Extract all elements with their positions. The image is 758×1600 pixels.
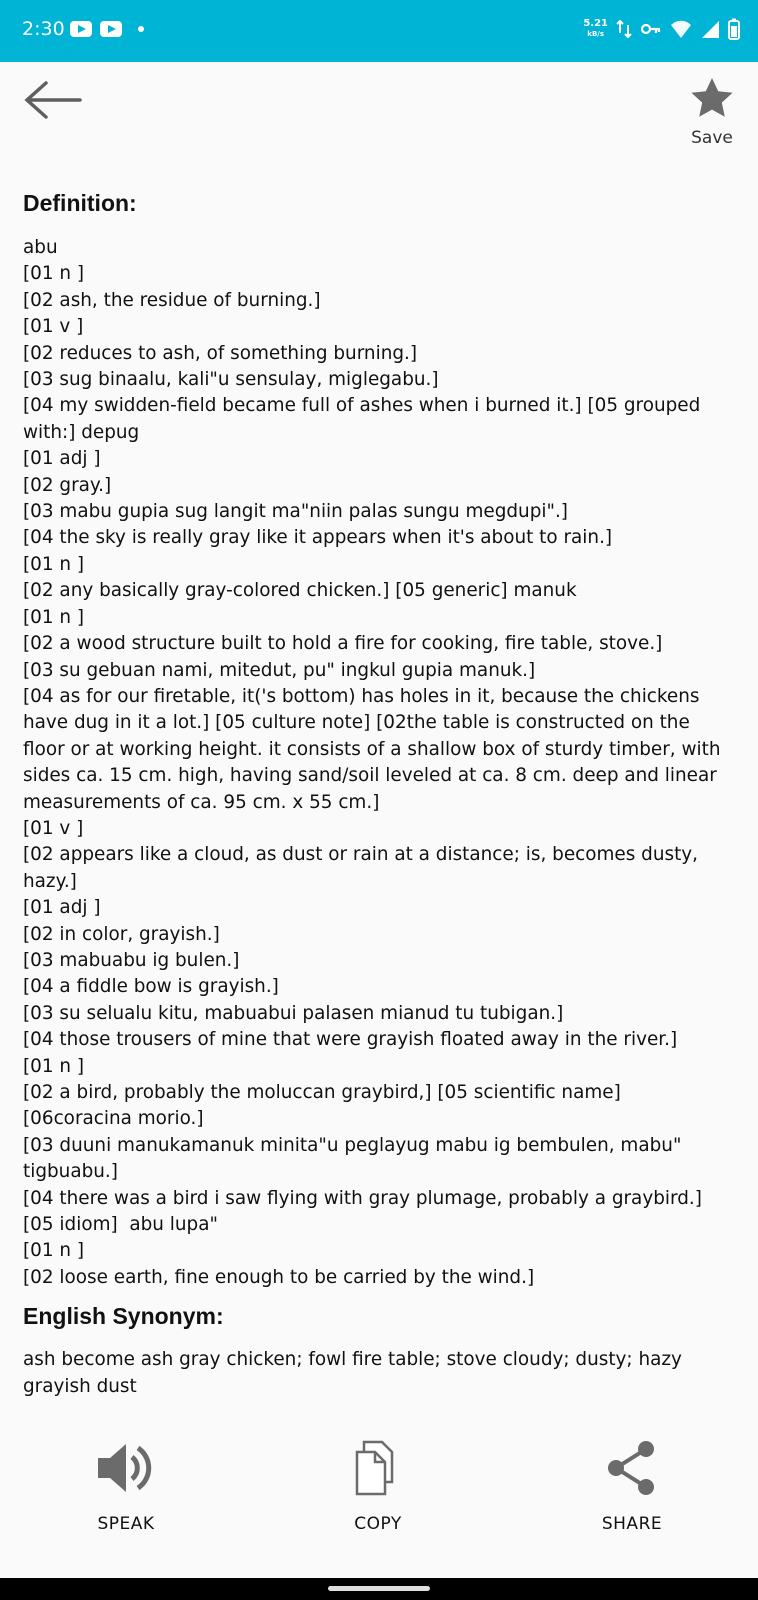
signal-icon <box>700 19 720 39</box>
definition-line: [01 v ] <box>23 817 84 839</box>
definition-line: [04 my swidden-field became full of ashes when i burned it.] [05 grouped with:] depug <box>23 395 707 443</box>
definition-line: [04 there was a bird i saw flying with gray plumage, probably a graybird.] <box>23 1187 702 1209</box>
definition-line: [01 adj ] <box>23 448 101 470</box>
save-button[interactable] <box>682 76 742 148</box>
definition-line: [02 loose earth, fine enough to be carried by the wind.] <box>23 1266 535 1288</box>
status-bar <box>0 0 758 62</box>
notification-icons <box>70 21 144 37</box>
definition-heading: Definition: <box>23 190 137 216</box>
speak-button[interactable] <box>51 1440 201 1534</box>
definition-line: [02 ash, the residue of burning.] <box>23 289 321 311</box>
speaker-icon <box>96 1440 156 1496</box>
definition-line: abu <box>23 237 58 258</box>
share-button[interactable] <box>557 1440 707 1534</box>
network-speed <box>583 19 608 39</box>
definition-line: [02 any basically gray-colored chicken.] [05 generic] manuk <box>23 580 577 602</box>
definition-line: [02 a bird, probably the moluccan graybird,] [05 scientific name] [06coracina morio.] <box>23 1082 627 1130</box>
arrow-left-icon <box>22 80 82 120</box>
system-icons <box>583 18 740 40</box>
navigation-bar <box>0 1578 758 1600</box>
battery-icon <box>728 18 740 40</box>
definition-line: [01 n ] <box>23 263 85 285</box>
definition-line: [05 idiom] abu lupa" <box>23 1214 218 1236</box>
save-label: Save <box>691 128 733 148</box>
definition-line: [03 duuni manukamanuk minita"u peglayug mabu ig bembulen, mabu" tigbuabu.] <box>23 1134 688 1183</box>
copy-label: COPY <box>354 1514 402 1534</box>
copy-icon <box>354 1440 402 1496</box>
definition-line: [02 reduces to ash, of something burning.] <box>23 342 418 364</box>
definition-line: [01 adj ] <box>23 897 101 919</box>
definition-line: [03 su selualu kitu, mabuabui palasen mianud tu tubigan.] <box>23 1002 564 1024</box>
definition-line: [01 n ] <box>23 1055 85 1077</box>
app-toolbar <box>0 62 758 172</box>
synonym-heading: English Synonym: <box>23 1303 224 1330</box>
definition-line: [01 n ] <box>23 553 85 575</box>
youtube-icon <box>100 21 122 37</box>
definition-line: [01 n ] <box>23 606 85 628</box>
speed-value: 5.21 <box>583 18 608 29</box>
definition-line: [02 a wood structure built to hold a fire for cooking, fire table, stove.] <box>23 633 663 655</box>
home-handle[interactable] <box>328 1586 430 1591</box>
synonym-text: ash become ash gray chicken; fowl fire table; stove cloudy; dusty; hazy grayish dust <box>23 1349 682 1397</box>
definition-line: [03 mabuabu ig bulen.] <box>23 949 240 971</box>
back-button[interactable] <box>22 80 82 140</box>
definition-text <box>23 235 735 1291</box>
definition-line: [04 the sky is really gray like it appears when it's about to rain.] <box>23 527 613 549</box>
share-label: SHARE <box>601 1514 663 1534</box>
speak-label: SPEAK <box>97 1514 155 1534</box>
definition-content <box>23 190 735 1400</box>
copy-button[interactable] <box>303 1440 453 1534</box>
share-icon <box>604 1440 660 1496</box>
definition-line: [02 gray.] <box>23 474 112 496</box>
wifi-icon <box>670 19 692 39</box>
download-arrows-icon <box>616 19 632 39</box>
youtube-icon <box>70 21 92 37</box>
status-time: 2:30 <box>22 18 65 40</box>
definition-line: [04 a fiddle bow is grayish.] <box>23 976 279 998</box>
definition-line: [02 appears like a cloud, as dust or rain at a distance; is, becomes dusty, hazy.] <box>23 844 704 892</box>
vpn-key-icon <box>640 22 662 36</box>
definition-line: [02 in color, grayish.] <box>23 923 220 945</box>
definition-line: [01 n ] <box>23 1240 85 1262</box>
action-bar <box>0 1440 758 1570</box>
definition-line: [03 mabu gupia sug langit ma"niin palas sungu megdupi".] <box>23 501 568 523</box>
dot-icon <box>138 26 144 32</box>
speed-unit: kB/s <box>587 30 605 38</box>
definition-line: [04 those trousers of mine that were grayish floated away in the river.] <box>23 1029 678 1051</box>
definition-line: [04 as for our firetable, it('s bottom) has holes in it, because the chickens have dug in it a lot.] [05 culture note] [02the table is constructed on the floor or at working height. it consists of a shallow box of sturdy timber, with sides ca. 15 cm. high, having sand/soil leveled at ca. 8 cm. deep and linear measurements of ca. 95 cm. x 55 cm.] <box>23 685 727 813</box>
definition-line: [01 v ] <box>23 316 84 338</box>
definition-line: [03 su gebuan nami, mitedut, pu" ingkul gupia manuk.] <box>23 659 536 681</box>
star-icon <box>688 76 736 122</box>
definition-line: [03 sug binaalu, kali"u sensulay, miglegabu.] <box>23 369 439 391</box>
